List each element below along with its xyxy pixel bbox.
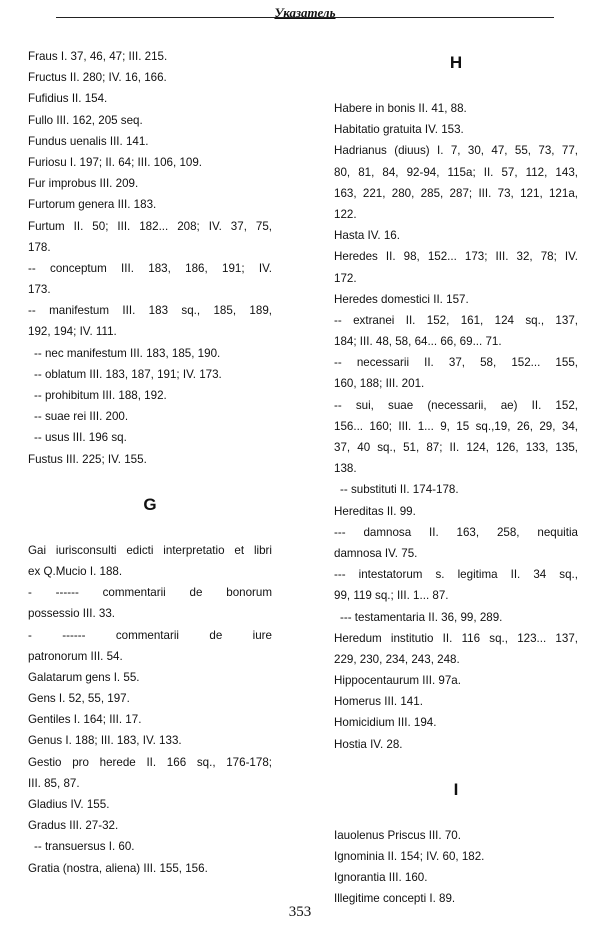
index-entry: Hostia IV. 28.	[334, 737, 403, 751]
index-entry: Gentiles I. 164; III. 17.	[28, 713, 142, 727]
index-subentry: -- transuersus I. 60.	[34, 840, 135, 854]
index-entry: Heredes II. 98, 152... 173; III. 32, 78; IV.	[334, 250, 578, 264]
index-entry-cont: 229, 230, 234, 243, 248.	[334, 652, 460, 666]
index-entry: Hippocentaurum III. 97a.	[334, 674, 461, 688]
index-entry: Fructus II. 280; IV. 16, 166.	[28, 71, 167, 85]
section-letter-g: G	[143, 494, 157, 514]
index-entry: Gens I. 52, 55, 197.	[28, 692, 130, 706]
index-entry: Fustus III. 225; IV. 155.	[28, 452, 147, 466]
index-entry: Fundus uenalis III. 141.	[28, 134, 149, 148]
index-entry: Hasta IV. 16.	[334, 229, 400, 243]
index-entry: Heredum institutio II. 116 sq., 123... 137,	[334, 631, 578, 645]
index-entry: Furtorum genera III. 183.	[28, 198, 157, 212]
index-subentry: --- damnosa II. 163, 258, nequitia	[334, 525, 578, 539]
page-number: 353	[288, 904, 312, 920]
index-subentry: -- manifestum III. 183 sq., 185, 189,	[28, 304, 272, 318]
index-entry-cont: III. 85, 87.	[28, 776, 80, 790]
index-subentry: --- testamentaria II. 36, 99, 289.	[340, 610, 503, 624]
index-subentry: --- intestatorum s. legitima II. 34 sq.,	[334, 568, 578, 582]
index-entry: Gradus III. 27-32.	[28, 819, 119, 833]
index-subentry: -- oblatum III. 183, 187, 191; IV. 173.	[34, 367, 222, 381]
index-entry-cont: damnosa IV. 75.	[334, 546, 418, 560]
index-subentry: -- usus III. 196 sq.	[34, 431, 127, 445]
section-letter-i: I	[453, 779, 459, 799]
index-subentry: -- substituti II. 174-178.	[340, 483, 459, 497]
index-subentry: -- necessarii II. 37, 58, 152... 155,	[334, 356, 578, 370]
index-entry: Habitatio gratuita IV. 153.	[334, 123, 464, 137]
index-entry: Homerus III. 141.	[334, 695, 423, 709]
index-entry: Ignominia II. 154; IV. 60, 182.	[334, 850, 485, 863]
index-entry: Heredes domestici II. 157.	[334, 292, 469, 306]
index-entry: Gladius IV. 155.	[28, 798, 110, 811]
index-subentry: -- extranei II. 152, 161, 124 sq., 137,	[334, 313, 578, 327]
index-subentry: - ------ commentarii de iure	[28, 628, 272, 642]
index-subentry: -- sui, suae (necessarii, ae) II. 152,	[334, 398, 578, 412]
index-entry-cont: ex Q.Mucio I. 188.	[28, 564, 123, 578]
index-entry-cont: 172.	[334, 271, 357, 285]
index-entry-cont: 138.	[334, 462, 357, 476]
index-entry: Hereditas II. 99.	[334, 504, 416, 518]
index-entry: Genus I. 188; III. 183, IV. 133.	[28, 734, 182, 748]
index-entry-cont: 184; III. 48, 58, 64... 66, 69... 71.	[334, 335, 502, 349]
index-subentry: -- nec manifestum III. 183, 185, 190.	[34, 346, 221, 360]
index-entry-cont: 192, 194; IV. 111.	[28, 325, 117, 339]
index-entry: Homicidium III. 194.	[334, 716, 437, 730]
index-subentry: -- prohibitum III. 188, 192.	[34, 389, 167, 402]
index-entry: Galatarum gens I. 55.	[28, 670, 140, 684]
index-entry-cont: 160, 188; III. 201.	[334, 377, 425, 391]
index-entry-cont: 80, 81, 84, 92-94, 115a; II. 57, 112, 143,	[334, 165, 578, 179]
index-entry-cont: 163, 221, 280, 285, 287; III. 73, 121, 121a,	[334, 186, 578, 200]
index-entry: Gratia (nostra, aliena) III. 155, 156.	[28, 861, 208, 875]
index-entry-cont: 178.	[28, 240, 51, 254]
index-entry-cont: possessio III. 33.	[28, 607, 115, 621]
index-entry: Fur improbus III. 209.	[28, 177, 139, 191]
index-entry: Fufidius II. 154.	[28, 92, 108, 106]
index-entry: Ignorantia III. 160.	[334, 871, 428, 885]
index-entry-cont: patronorum III. 54.	[28, 649, 123, 663]
index-entry-cont: 37, 40 sq., 51, 87; II. 124, 126, 133, 135,	[334, 441, 578, 454]
index-entry: Gai iurisconsulti edicti interpretatio et libri	[28, 543, 272, 557]
index-subentry: -- conceptum III. 183, 186, 191; IV.	[28, 261, 272, 275]
index-entry: Fullo III. 162, 205 seq.	[28, 113, 143, 127]
index-entry: Gestio pro herede II. 166 sq., 176-178;	[28, 755, 272, 769]
index-column-left	[28, 46, 272, 879]
index-entry: Iauolenus Priscus III. 70.	[334, 828, 461, 842]
index-entry-cont: 173.	[28, 283, 51, 297]
index-entry: Hadrianus (diuus) I. 7, 30, 47, 55, 73, 77,	[334, 144, 578, 158]
index-entry: Furiosu I. 197; II. 64; III. 106, 109.	[28, 155, 203, 169]
index-subentry: - ------ commentarii de bonorum	[28, 586, 272, 600]
index-subentry: -- suae rei III. 200.	[34, 410, 129, 424]
index-entry-cont: 99, 119 sq.; III. 1... 87.	[334, 589, 449, 603]
index-entry: Habere in bonis II. 41, 88.	[334, 102, 467, 115]
header-rule	[56, 17, 554, 18]
index-entry-cont: 156... 160; III. 1... 9, 15 sq.,19, 26, 29, 34,	[334, 419, 578, 433]
index-entry: Furtum II. 50; III. 182... 208; IV. 37, 75,	[28, 219, 272, 233]
running-head: Указатель	[274, 5, 336, 20]
index-entry-cont: 122.	[334, 207, 357, 221]
index-column-right	[334, 46, 578, 910]
index-entry: Illegitime concepti I. 89.	[334, 892, 456, 906]
section-letter-h: H	[449, 53, 463, 72]
index-entry: Fraus I. 37, 46, 47; III. 215.	[28, 50, 168, 63]
